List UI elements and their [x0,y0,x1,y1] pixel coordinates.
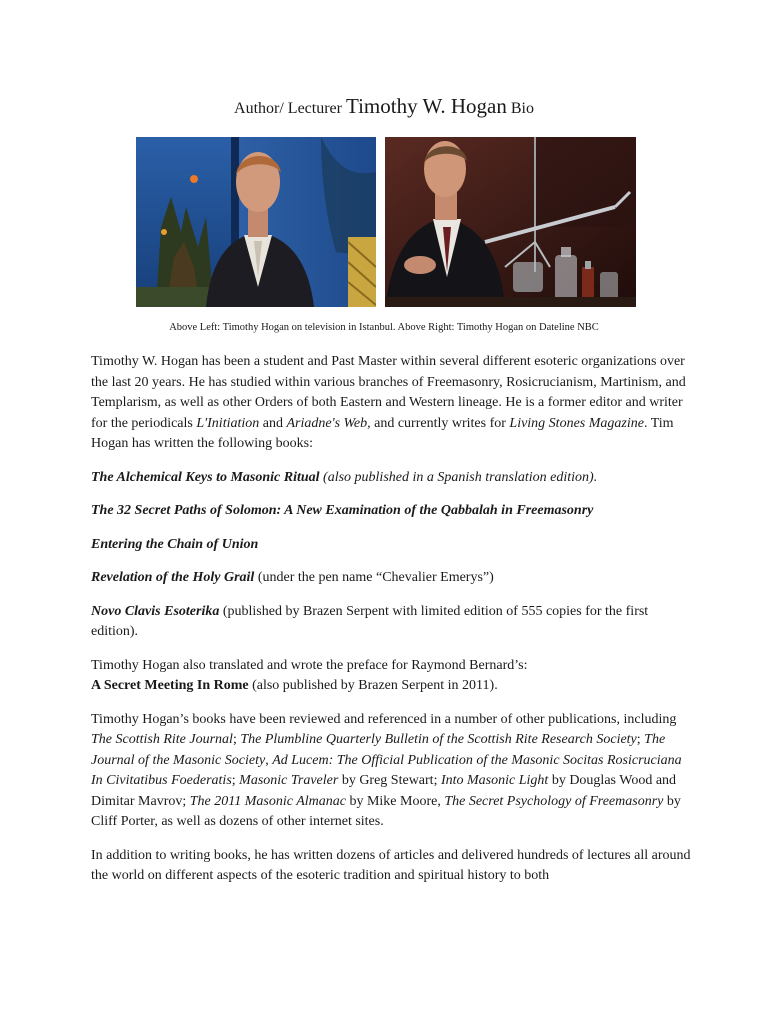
book-32-secret-paths [91,501,691,522]
bio-body [91,352,691,900]
book-alchemical-keys [91,468,691,489]
book-title: Entering the Chain of Union [91,536,259,552]
book-note: (published by Brazen Serpent with limited edition of 555 copies for the first edition). [91,603,649,639]
translation-intro: Timothy Hogan also translated and wrote the preface for Raymond Bernard’s: [91,657,528,673]
reviews-text: ; [232,732,241,747]
title-prefix: Author/ Lecturer [234,100,342,117]
photo-caption: Above Left: Timothy Hogan on television in Istanbul. Above Right: Timothy Hogan on Dateline NBC [169,322,599,333]
reviews-text: , [265,752,273,768]
book-note: (also published in a Spanish translation edition). [319,469,598,485]
photo-television-istanbul [136,137,376,307]
title-name: Timothy W. Hogan [345,94,507,118]
publication-title: The Plumbline Quarterly Bulletin of the Scottish Rite Research Society [240,732,637,747]
reviews-text: by Mike Moore, [345,793,445,809]
publication-title: Masonic Traveler [239,773,339,788]
intro-text-2: and [259,415,287,431]
publication-title: The 2011 Masonic Almanac [189,793,346,809]
intro-text-4: . Tim Hogan has written the following books: [91,415,674,451]
book-chain-of-union [91,535,691,556]
reviews-text: by Greg Stewart; [338,773,441,788]
book-novo-clavis [91,602,691,643]
book-title: Revelation of the Holy Grail [91,570,255,585]
translated-book-title: A Secret Meeting In Rome [91,678,249,693]
reviews-text: by Douglas Wood and Dimitar Mavrov; [91,773,677,809]
book-title: Novo Clavis Esoterika [91,603,220,619]
page-title [0,94,768,119]
translated-book-note: (also published by Brazen Serpent in 2011). [248,678,498,693]
periodical-ariadnes-web: Ariadne's Web, [286,415,371,431]
book-holy-grail [91,568,691,589]
periodical-linitiation: L'Initiation [196,415,260,431]
publication-title: The Scottish Rite Journal [91,732,233,747]
translation-paragraph [91,656,691,697]
intro-text-3: and currently writes for [370,415,510,431]
title-suffix: Bio [510,100,534,117]
book-note: (under the pen name “Chevalier Emerys”) [254,570,494,585]
publication-title: The Journal of the Masonic Society [91,732,666,768]
reviews-text: ; [636,732,645,747]
publication-title: Ad Lucem: The Official Publication of the Masonic Socitas Rosicruciana In Civitatibus Foederatis [91,752,682,788]
book-title: The 32 Secret Paths of Solomon: A New Examination of the Qabbalah in Freemasonry [91,503,594,518]
publication-title: The Secret Psychology of Freemasonry [444,793,664,809]
reviews-text: ; [231,773,240,788]
periodical-living-stones: Living Stones Magazine [509,415,644,431]
publication-title: Into Masonic Light [440,773,549,788]
book-title: The Alchemical Keys to Masonic Ritual [91,469,320,485]
photo-dateline-nbc [385,137,636,307]
intro-paragraph [91,352,691,455]
reviews-paragraph [91,710,691,833]
intro-text-1: Timothy W. Hogan has been a student and Past Master within several different esoteric organizations over the last 20 years. He has studied within various branches of Freemasonry, Rosicrucianism, Martinism, and Templarism, as well as other Orders of both Eastern and Western lineage. He is a former editor and writer for the periodicals [91,354,686,431]
reviews-text: by Cliff Porter, as well as dozens of other internet sites. [91,793,681,829]
reviews-text: Timothy Hogan’s books have been reviewed and referenced in a number of other publications, including [91,711,677,727]
closing-paragraph: In addition to writing books, he has written dozens of articles and delivered hundreds of lectures all around the world on different aspects of the esoteric tradition and spiritual history to both [91,847,691,883]
